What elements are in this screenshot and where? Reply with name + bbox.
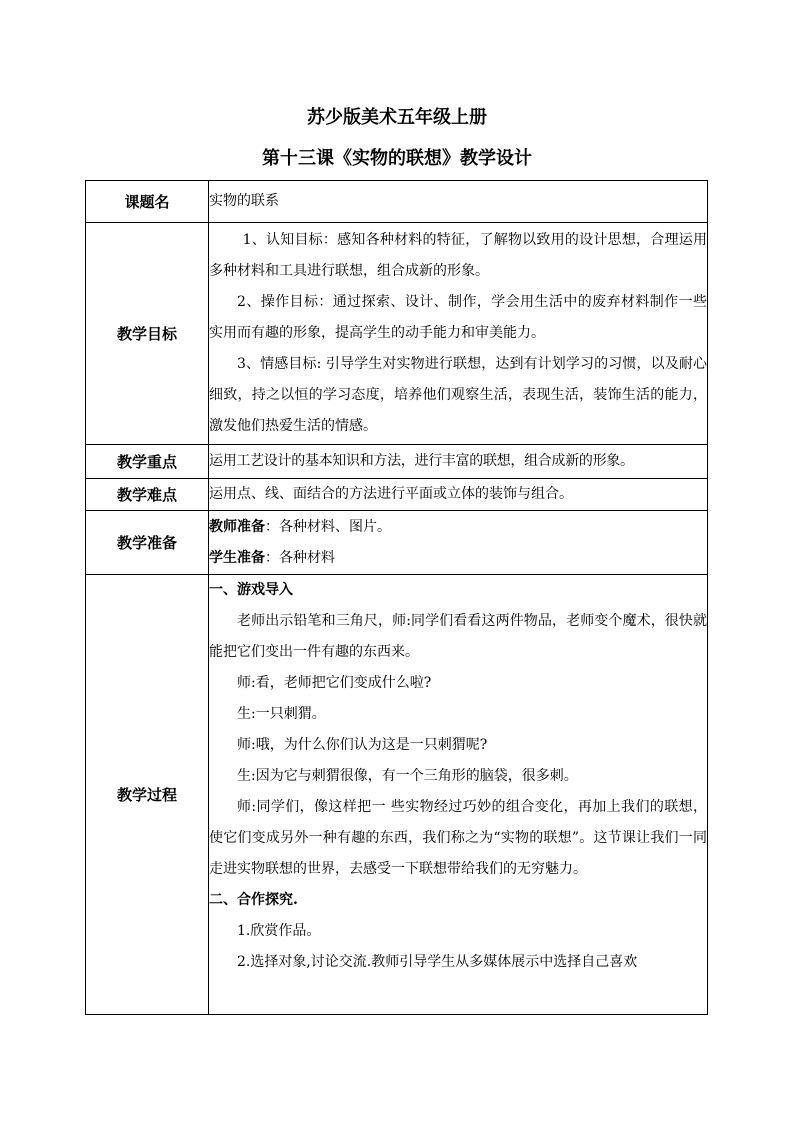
difficulties-cell [209,479,708,511]
student-preparation [209,543,707,574]
topic-label: 课题名 [86,181,209,223]
key-points-value: 运用工艺设计的基本知识和方法，进行丰富的联想，组合成新的形象。 [209,453,634,469]
process-paragraph: 老师出示铅笔和三角尺，师:同学们看看这两件物品，老师变个魔术，很快就能把它们变出一件有趣的东西来。 [209,613,707,660]
process-paragraph: 师:哦，为什么你们认为这是一只刺猬呢? [237,737,488,753]
process-paragraph: 生:因为它与刺猬很像，有一个三角形的脑袋，很多刺。 [237,768,578,784]
process-paragraph: 生:一只刺猬。 [237,706,326,722]
row-objectives [86,223,708,445]
process-label: 教学过程 [86,575,209,1015]
preparation-label: 教学准备 [86,511,209,575]
row-topic [86,181,708,223]
student-preparation-value: ：各种材料 [265,549,335,566]
teacher-preparation-value: ：各种材料、图片。 [265,518,391,535]
student-preparation-label: 学生准备 [209,549,265,566]
objective-item: 1、认知目标：感知各种材料的特征，了解物以致用的设计思想，合理运用多种材料和工具进行联想，组合成新的形象。 [209,232,707,279]
document-title: 苏少版美术五年级上册 [307,107,487,128]
process-paragraph: 1.欣赏作品。 [237,923,321,939]
preparation-cell [209,511,708,575]
lesson-title: 第十三课《实物的联想》教学设计 [262,148,532,169]
section-heading: 一、游戏导入 [209,582,293,598]
row-preparation [86,511,708,575]
row-key-points [86,445,708,479]
process-paragraph: 师:同学们，像这样把一 些实物经过巧妙的组合变化，再加上我们的联想，使它们变成另外一种有趣的东西，我们称之为“实物的联想”。这节课让我们一同走进实物联想的世界，去感受一下联想带给我们的无穷魅力。 [209,799,707,877]
key-points-cell [209,445,708,479]
key-points-label: 教学重点 [86,445,209,479]
teacher-preparation-label: 教师准备 [209,518,265,535]
row-difficulties [86,479,708,511]
objectives-cell [209,223,708,445]
process-paragraph: 师:看，老师把它们变成什么啦? [237,675,432,691]
objective-item: 2、操作目标：通过探索、设计、制作，学会用生活中的废弃材料制作一些实用而有趣的形象，提高学生的动手能力和审美能力。 [209,294,707,341]
process-paragraph: 2.选择对象,讨论交流.教师引导学生从多媒体展示中选择自己喜欢 [237,954,638,970]
lesson-plan-table [85,180,708,1015]
topic-cell [209,181,708,223]
teacher-preparation [209,512,707,543]
difficulties-value: 运用点、线、面结合的方法进行平面或立体的装饰与组合。 [209,486,573,502]
objective-item: 3、情感目标: 引导学生对实物进行联想，达到有计划学习的习惯，以及耐心细致，持之以恒的学习态度，培养他们观察生活，表现生活，装饰生活的能力，激发他们热爱生活的情感。 [209,356,707,434]
process-cell [209,575,708,1015]
objectives-label: 教学目标 [86,223,209,445]
topic-value: 实物的联系 [209,193,279,209]
difficulties-label: 教学难点 [86,479,209,511]
section-heading: 二、合作探究. [209,892,298,908]
row-process [86,575,708,1015]
